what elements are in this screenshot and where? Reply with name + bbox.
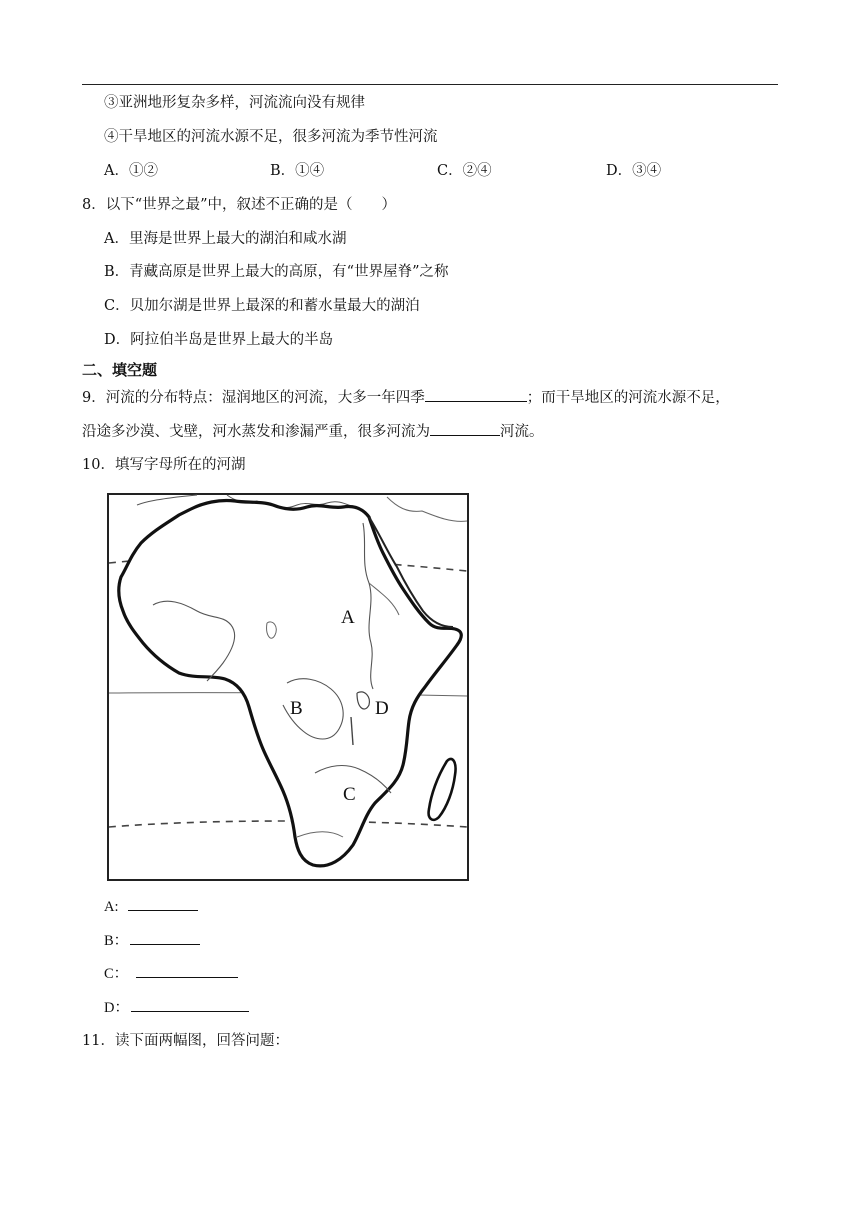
q7-option-b[interactable]: B．①④: [270, 163, 325, 179]
africa-map: [107, 493, 469, 881]
q10-answer-d-row: [104, 997, 249, 1018]
q8-option-d[interactable]: D．阿拉伯半岛是世界上最大的半岛: [104, 332, 334, 348]
q10-answer-a-row: [104, 896, 198, 917]
map-label-d: D: [375, 698, 389, 719]
q8-option-c[interactable]: C．贝加尔湖是世界上最深的和蓄水量最大的湖泊: [104, 298, 420, 314]
q10-answer-b-label: B：: [104, 933, 129, 949]
q7-statement-3: ③亚洲地形复杂多样，河流流向没有规律: [104, 95, 365, 111]
q10-stem: 10．填写字母所在的河湖: [82, 457, 246, 473]
q9-line-2: [82, 421, 544, 442]
map-label-b: B: [290, 698, 303, 719]
q10-answer-c-row: [104, 963, 238, 984]
q9-blank-1[interactable]: [425, 387, 527, 402]
q8-option-b[interactable]: B．青藏高原是世界上最大的高原，有“世界屋脊”之称: [104, 264, 449, 280]
q10-answer-b-row: [104, 930, 200, 951]
q10-answer-d-label: D：: [104, 1000, 129, 1016]
map-label-c: C: [343, 784, 356, 805]
q11-stem: 11．读下面两幅图，回答问题：: [82, 1033, 289, 1049]
q7-option-c[interactable]: C．②④: [437, 163, 492, 179]
q8-option-a[interactable]: A．里海是世界上最大的湖泊和咸水湖: [104, 231, 347, 247]
q10-answer-c-blank[interactable]: [136, 963, 238, 978]
q7-option-d[interactable]: D．③④: [606, 163, 662, 179]
q10-answer-c-label: C：: [104, 966, 129, 982]
q10-answer-b-blank[interactable]: [130, 930, 200, 945]
q10-answer-d-blank[interactable]: [131, 997, 249, 1012]
q7-statement-4: ④干旱地区的河流水源不足，很多河流为季节性河流: [104, 129, 438, 145]
q9-text-3: 沿途多沙漠、戈壁，河水蒸发和渗漏严重，很多河流为: [82, 424, 430, 440]
header-rule: [82, 84, 778, 85]
q10-answer-a-label: A:: [104, 899, 119, 915]
map-label-a: A: [341, 607, 355, 628]
q7-option-a[interactable]: A．①②: [104, 163, 158, 179]
q9-text-2: ；而干旱地区的河流水源不足，: [526, 390, 730, 406]
q9-blank-2[interactable]: [430, 421, 500, 436]
section-heading-fill-blank: 二、填空题: [82, 361, 158, 379]
q9-text-4: 河流。: [500, 424, 544, 440]
q10-answer-a-blank[interactable]: [128, 896, 198, 911]
q9-line-1: [82, 387, 730, 408]
q9-text-1: 9．河流的分布特点：湿润地区的河流，大多一年四季: [82, 390, 425, 406]
q8-stem: 8．以下“世界之最”中，叙述不正确的是（ ）: [82, 197, 397, 213]
